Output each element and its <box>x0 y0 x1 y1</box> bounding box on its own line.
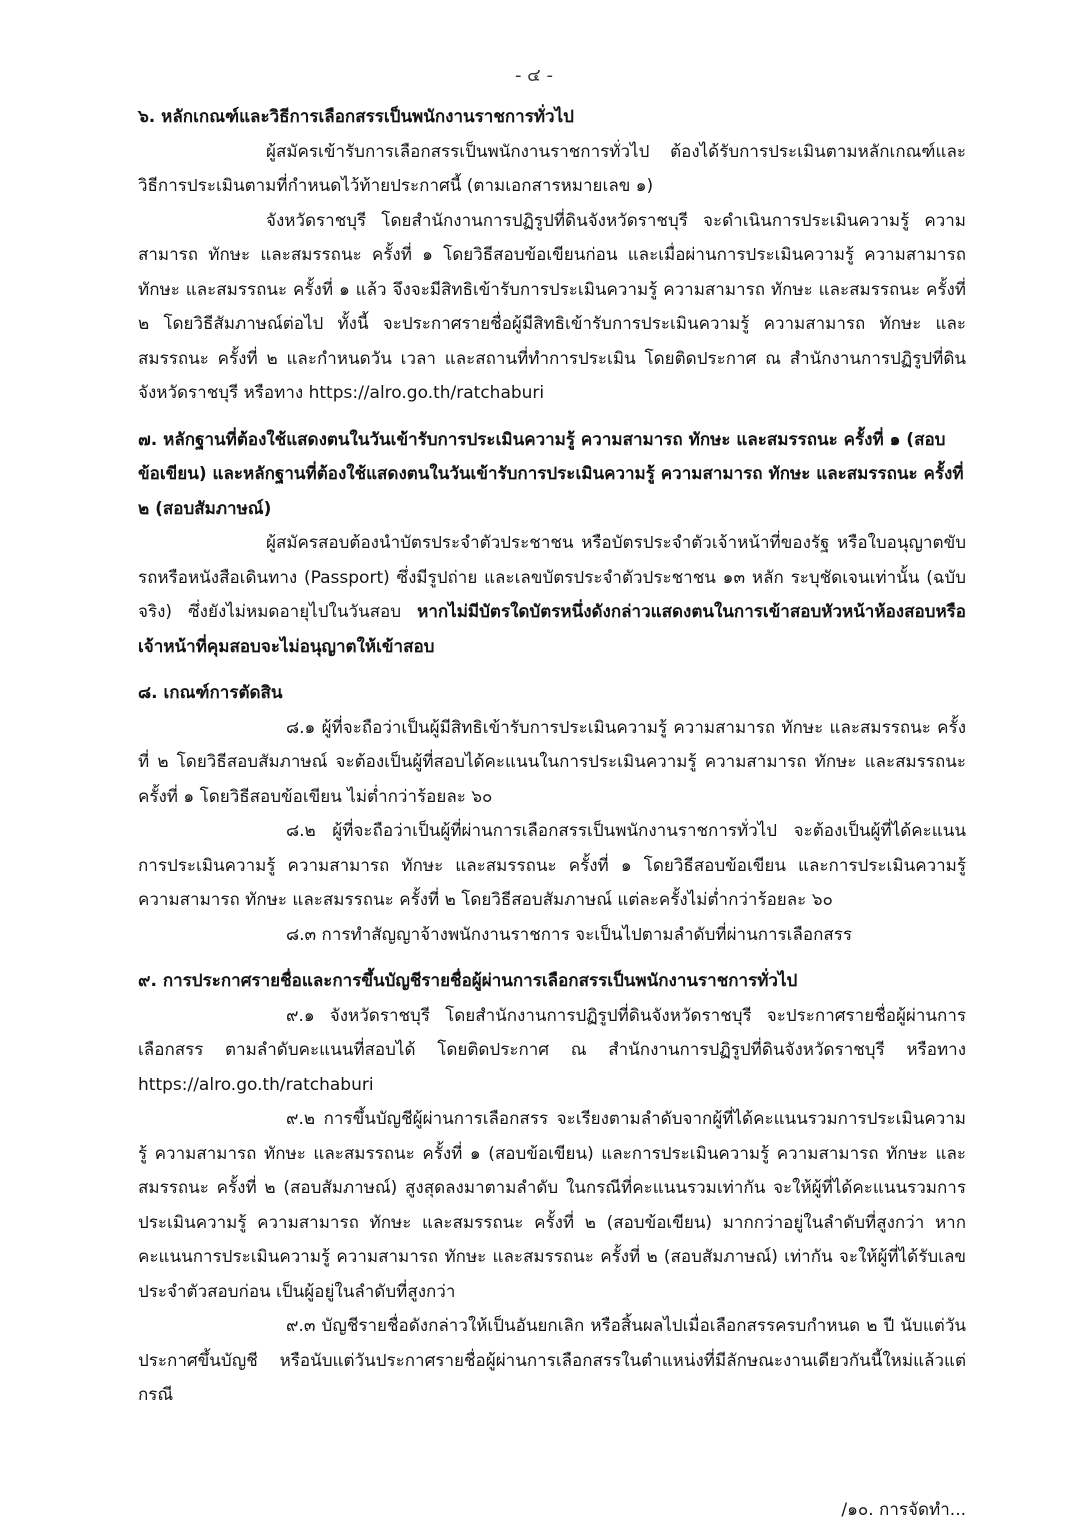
section-8-2: ๘.๒ ผู้ที่จะถือว่าเป็นผู้ที่ผ่านการเลือกสรรเป็นพนักงานราชการทั่วไป จะต้องเป็นผู้ที่ได้คะแนนการประเมินความรู้ ความสามารถ ทักษะ และสมรรถนะ ครั้งที่ ๑ โดยวิธีสอบข้อเขียน และการประเมินความรู้ ความสามารถ ทักษะ และสมรรถนะ ครั้งที่ ๒ โดยวิธีสอบสัมภาษณ์ แต่ละครั้งไม่ต่ำกว่าร้อยละ ๖๐ <box>138 821 966 910</box>
section-9-2: ๙.๒ การขึ้นบัญชีผู้ผ่านการเลือกสรร จะเรียงตามลำดับจากผู้ที่ได้คะแนนรวมการประเมินความรู้ ความสามารถ ทักษะ และสมรรถนะ ครั้งที่ ๑ (สอบข้อเขียน) และการประเมินความรู้ ความสามารถ ทักษะ และสมรรถนะ ครั้งที่ ๒ (สอบสัมภาษณ์) สูงสุดลงมาตามลำดับ ในกรณีที่คะแนนรวมเท่ากัน จะให้ผู้ที่ได้คะแนนรวมการประเมินความรู้ ความสามารถ ทักษะ และสมรรถนะ ครั้งที่ ๒ (สอบข้อเขียน) มากกว่าอยู่ในลำดับที่สูงกว่า หากคะแนนการประเมินความรู้ ความสามารถ ทักษะ และสมรรถนะ ครั้งที่ ๒ (สอบสัมภาษณ์) เท่ากัน จะให้ผู้ที่ได้รับเลขประจำตัวสอบก่อน เป็นผู้อยู่ในลำดับที่สูงกว่า <box>138 1109 966 1302</box>
section-9-3: ๙.๓ บัญชีรายชื่อดังกล่าวให้เป็นอันยกเลิก หรือสิ้นผลไปเมื่อเลือกสรรครบกำหนด ๒ ปี นับแต่วันประกาศขึ้นบัญชี หรือนับแต่วันประกาศรายชื่อผู้ผ่านการเลือกสรรในตำแหน่งที่มีลักษณะงานเดียวกันนี้ใหม่แล้วแต่กรณี <box>138 1316 966 1405</box>
section-6-paragraph-1: ผู้สมัครเข้ารับการเลือกสรรเป็นพนักงานราชการทั่วไป ต้องได้รับการประเมินตามหลักเกณฑ์และวิธีการประเมินตามที่กำหนดไว้ท้ายประกาศนี้ (ตามเอกสารหมายเลข ๑) <box>138 141 966 196</box>
section-8-3: ๘.๓ การทำสัญญาจ้างพนักงานราชการ จะเป็นไปตามลำดับที่ผ่านการเลือกสรร <box>286 924 853 945</box>
section-7-warning: หากไม่มีบัตรใดบัตรหนึ่งดังกล่าวแสดงตนในการเข้าสอบหัวหน้าห้องสอบหรือเจ้าหน้าที่คุมสอบจะไม่อนุญาตให้เข้าสอบ <box>138 602 966 657</box>
page-number: - ๔ - <box>514 65 554 86</box>
section-7-text: ผู้สมัครสอบต้องนำบัตรประจำตัวประชาชน หรือบัตรประจำตัวเจ้าหน้าที่ของรัฐ หรือใบอนุญาตขับรถหรือหนังสือเดินทาง (Passport) ซึ่งมีรูปถ่าย และเลขบัตรประจำตัวประชาชน ๑๓ หลัก ระบุชัดเจนเท่านั้น (ฉบับจริง) ซึ่งยังไม่หมดอายุไปในวันสอบ <box>138 533 966 622</box>
section-6-heading: ๖. หลักเกณฑ์และวิธีการเลือกสรรเป็นพนักงานราชการทั่วไป <box>138 107 574 127</box>
section-9-heading: ๙. การประกาศรายชื่อและการขึ้นบัญชีรายชื่อผู้ผ่านการเลือกสรรเป็นพนักงานราชการทั่วไป <box>138 971 798 991</box>
section-7-paragraph <box>138 526 966 664</box>
section-8-heading: ๘. เกณฑ์การตัดสิน <box>138 683 283 703</box>
section-8-1: ๘.๑ ผู้ที่จะถือว่าเป็นผู้มีสิทธิเข้ารับการประเมินความรู้ ความสามารถ ทักษะ และสมรรถนะ ครั้งที่ ๒ โดยวิธีสอบสัมภาษณ์ จะต้องเป็นผู้ที่สอบได้คะแนนในการประเมินความรู้ ความสามารถ ทักษะ และสมรรถนะ ครั้งที่ ๑ โดยวิธีสอบข้อเขียน ไม่ต่ำกว่าร้อยละ ๖๐ <box>138 717 966 807</box>
continuation-note: /๑๐. การจัดทำ... <box>841 1500 966 1520</box>
section-9-1: ๙.๑ จังหวัดราชบุรี โดยสำนักงานการปฏิรูปที่ดินจังหวัดราชบุรี จะประกาศรายชื่อผู้ผ่านการเลือกสรร ตามลำดับคะแนนที่สอบได้ โดยติดประกาศ ณ สำนักงานการปฏิรูปที่ดินจังหวัดราชบุรี หรือทาง https://alro.go.th/ratchaburi <box>138 1005 966 1095</box>
document-body <box>138 100 966 1413</box>
section-6-paragraph-2: จังหวัดราชบุรี โดยสำนักงานการปฏิรูปที่ดินจังหวัดราชบุรี จะดำเนินการประเมินความรู้ ความสามารถ ทักษะ และสมรรถนะ ครั้งที่ ๑ โดยวิธีสอบข้อเขียนก่อน และเมื่อผ่านการประเมินความรู้ ความสามารถ ทักษะ และสมรรถนะ ครั้งที่ ๑ แล้ว จึงจะมีสิทธิเข้ารับการประเมินความรู้ ความสามารถ ทักษะ และสมรรถนะ ครั้งที่ ๒ โดยวิธีสัมภาษณ์ต่อไป ทั้งนี้ จะประกาศรายชื่อผู้มีสิทธิเข้ารับการประเมินความรู้ ความสามารถ ทักษะ และสมรรถนะ ครั้งที่ ๒ และกำหนดวัน เวลา และสถานที่ทำการประเมิน โดยติดประกาศ ณ สำนักงานการปฏิรูปที่ดินจังหวัดราชบุรี หรือทาง https://alro.go.th/ratchaburi <box>138 210 966 403</box>
section-7-heading: ๗. หลักฐานที่ต้องใช้แสดงตนในวันเข้ารับการประเมินความรู้ ความสามารถ ทักษะ และสมรรถนะ ครั้งที่ ๑ (สอบข้อเขียน) และหลักฐานที่ต้องใช้แสดงตนในวันเข้ารับการประเมินความรู้ ความสามารถ ทักษะ และสมรรถนะ ครั้งที่ ๒ (สอบสัมภาษณ์) <box>138 429 964 519</box>
